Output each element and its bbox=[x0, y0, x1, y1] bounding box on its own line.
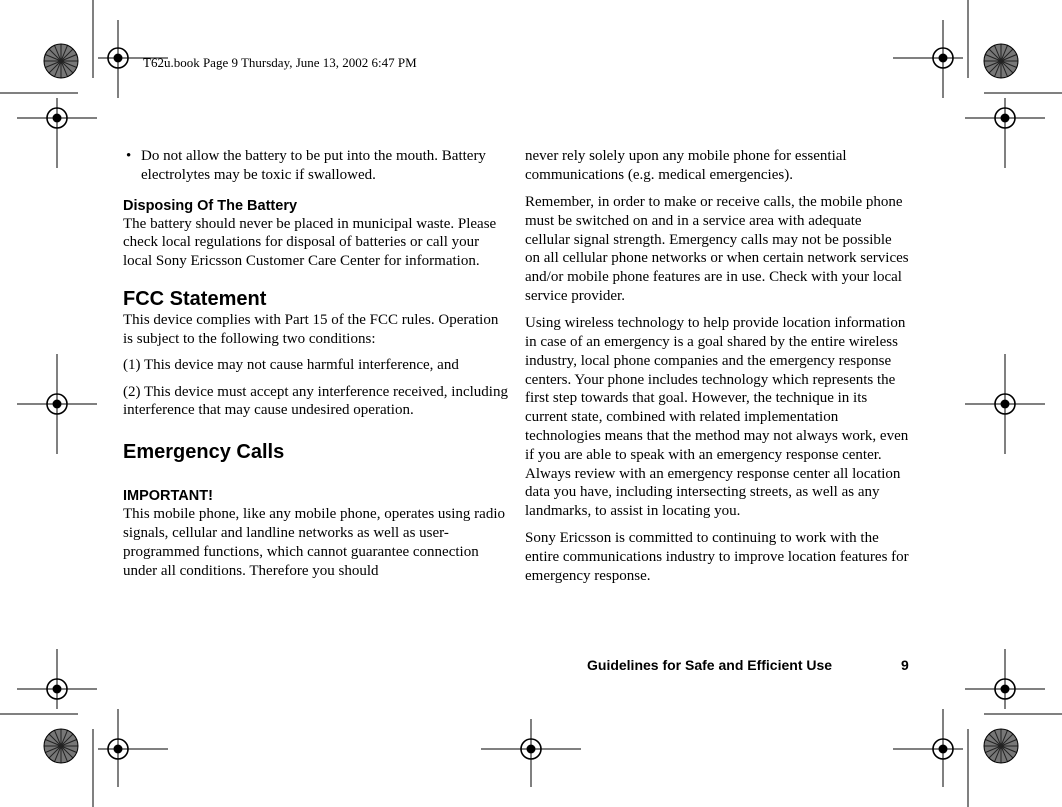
color-wheel-top-right bbox=[984, 44, 1018, 78]
registration-mark-bottom-center bbox=[515, 733, 547, 765]
registration-mark-bottom-left bbox=[102, 733, 134, 765]
fcc-intro-text: This device complies with Part 15 of the FCC rules. Operation is subject to the following two conditions: bbox=[123, 311, 499, 347]
registration-mark-left-upper bbox=[41, 102, 73, 134]
page-number: 9 bbox=[901, 657, 909, 673]
registration-mark-top-left bbox=[102, 42, 134, 74]
emergency-paragraph-4: Sony Ericsson is committed to continuing to work with the entire communications industry to improve location features for emergency response. bbox=[525, 530, 909, 584]
registration-mark-bottom-right bbox=[927, 733, 959, 765]
left-column bbox=[123, 147, 508, 588]
important-label: IMPORTANT! bbox=[123, 488, 213, 505]
color-wheel-top-left bbox=[44, 44, 78, 78]
fcc-statement-heading: FCC Statement bbox=[123, 287, 267, 310]
emergency-calls-heading: Emergency Calls bbox=[123, 441, 285, 464]
registration-mark-top-right bbox=[927, 42, 959, 74]
fcc-condition-1: (1) This device may not cause harmful interference, and bbox=[123, 357, 459, 374]
battery-mouth-bullet: • Do not allow the battery to be put into the mouth. Battery electrolytes may be toxic if swallowed. bbox=[123, 147, 508, 185]
emergency-paragraph-3: Using wireless technology to help provide location information in case of an emergency is a goal shared by the entire wireless industry, local phone companies and the emergency response centers. Your phone includes technology which represents the first step towards that goal. However, the technique in its current state, combined with related implementation technologies means that the method may not always work, even if you are able to speak with an emergency response center. Always review with an emergency response center all location data you have, including intersecting streets, as well as any landmarks, to assist in locating you. bbox=[525, 315, 909, 520]
emergency-calls-text: This mobile phone, like any mobile phone, operates using radio signals, cellular and landline networks as well as user-programmed functions, which cannot guarantee connection under all conditions. Therefore you should bbox=[123, 506, 506, 579]
fcc-condition-2: (2) This device must accept any interference received, including interference that may cause undesired operation. bbox=[123, 383, 508, 419]
emergency-paragraph-1: never rely solely upon any mobile phone for essential communications (e.g. medical emergencies). bbox=[525, 148, 847, 183]
registration-mark-left-middle bbox=[41, 388, 73, 420]
right-column bbox=[525, 147, 910, 594]
registration-mark-right-upper bbox=[989, 102, 1021, 134]
emergency-paragraph-2: Remember, in order to make or receive calls, the mobile phone must be switched on and in a service area with adequate cellular signal strength. Emergency calls may not be possible on all cellular phone networks or when certain network services and/or mobile phone features are in use. Check with your local service provider. bbox=[525, 193, 909, 304]
file-info-slug: T62u.book Page 9 Thursday, June 13, 2002 6:47 PM bbox=[143, 55, 417, 70]
registration-mark-right-middle bbox=[989, 388, 1021, 420]
registration-mark-right-lower bbox=[989, 673, 1021, 705]
color-wheel-bottom-right bbox=[984, 729, 1018, 763]
registration-mark-left-lower bbox=[41, 673, 73, 705]
footer-section-title: Guidelines for Safe and Efficient Use bbox=[587, 657, 833, 673]
disposing-battery-heading: Disposing Of The Battery bbox=[123, 197, 298, 214]
color-wheel-bottom-left bbox=[44, 729, 78, 763]
disposing-battery-text: The battery should never be placed in municipal waste. Please check local regulations for disposal of batteries or call your local Sony Ericsson Customer Care Center for information. bbox=[123, 215, 497, 270]
